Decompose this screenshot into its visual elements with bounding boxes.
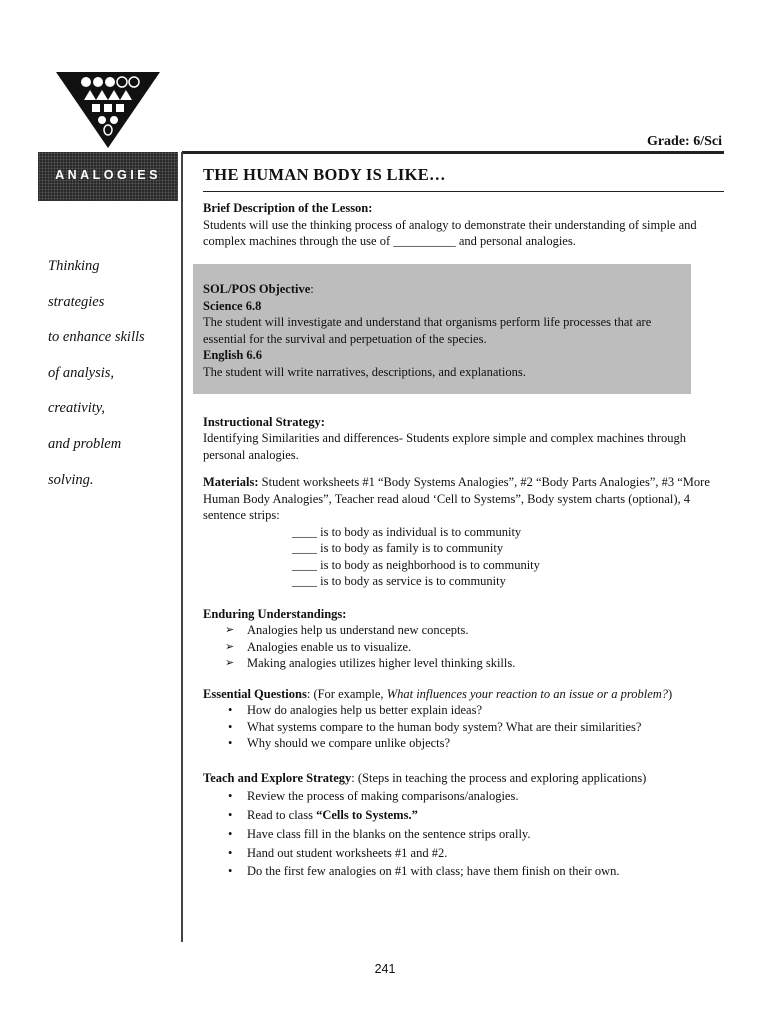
- materials-section: [203, 474, 723, 590]
- read-aloud-title: “Cells to Systems.”: [316, 808, 418, 823]
- arrow-bullet-icon: ➢: [225, 657, 235, 669]
- sidebar-tagline: [48, 258, 178, 507]
- tagline-line: to enhance skills: [48, 329, 145, 346]
- analogies-banner: [38, 152, 178, 201]
- teach-heading: Teach and Explore Strategy: [203, 770, 352, 785]
- lesson-content: [203, 200, 723, 881]
- english-label: English 6.6: [203, 348, 263, 362]
- essential-example: What influences your reaction to an issue or a problem?: [386, 686, 669, 701]
- brief-text: Students will use the thinking process of analogy to demonstrate their understanding of simple and complex machines through the use of __________ and personal analogies.: [203, 217, 697, 248]
- materials-text: Student worksheets #1 “Body Systems Analogies”, #2 “Body Parts Analogies”, #3 “More Human Body Analogies”, Teacher read aloud ‘Cell to Systems”, Body system charts (optional), 4 sentence strips:: [203, 475, 710, 522]
- science-text: The student will investigate and understand that organisms perform life processes that are essential for the survival and perpetuation of the species.: [203, 315, 652, 346]
- essential-heading: Essential Questions: [203, 686, 307, 701]
- english-text: The student will write narratives, descriptions, and explanations.: [203, 364, 526, 379]
- bullet-icon: •: [228, 864, 233, 879]
- arrow-bullet-icon: ➢: [225, 624, 235, 636]
- list-item: • Hand out student worksheets #1 and #2.: [203, 844, 723, 863]
- tagline-line: of analysis,: [48, 364, 115, 381]
- bullet-icon: •: [228, 703, 233, 717]
- arrow-bullet-icon: ➢: [225, 640, 235, 653]
- brief-heading: Brief Description of the Lesson:: [203, 201, 373, 215]
- sentence-strip: ____ is to body as individual is to community: [292, 524, 522, 539]
- materials-label: Materials:: [203, 475, 259, 489]
- list-item: • What systems compare to the human body system? What are their similarities?: [228, 719, 642, 734]
- list-item: ➢ Analogies enable us to visualize.: [225, 639, 412, 654]
- list-item: • Read to class “Cells to Systems.”: [203, 806, 723, 825]
- page-title: THE HUMAN BODY IS LIKE…: [203, 165, 446, 184]
- list-item: • Have class fill in the blanks on the sentence strips orally.: [203, 825, 723, 844]
- top-rule: [182, 151, 724, 154]
- sol-colon: :: [310, 282, 314, 296]
- bullet-icon: •: [228, 719, 233, 734]
- tagline-line: solving.: [48, 471, 94, 488]
- banner-text: ANALOGIES: [55, 168, 161, 182]
- bullet-icon: •: [228, 808, 233, 823]
- list-item: • Why should we compare unlike objects?: [228, 736, 451, 750]
- enduring-heading: Enduring Understandings:: [203, 606, 347, 621]
- tagline-line: Thinking: [48, 258, 100, 274]
- sol-heading: SOL/POS Objective: [203, 282, 311, 296]
- list-item: • How do analogies help us better explain ideas?: [228, 703, 482, 717]
- essential-section: Essential Questions: (For example, What influences your reaction to an issue or a problem?) • How do analogies help us better explain ideas? • What systems compare to the human body system? What are their similarities? • Why should we compare unlike objects?: [203, 686, 723, 752]
- list-item: ➢ Making analogies utilizes higher level thinking skills.: [225, 656, 516, 670]
- list-item: • Review the process of making comparisons/analogies.: [203, 787, 723, 806]
- science-label: Science 6.8: [203, 298, 262, 313]
- analogies-logo: [56, 72, 160, 148]
- bullet-icon: •: [228, 845, 233, 860]
- bullet-icon: •: [228, 826, 233, 841]
- instructional-text: Identifying Similarities and differences- Students explore simple and complex machines through personal analogies.: [203, 431, 686, 462]
- tagline-line: creativity,: [48, 400, 106, 417]
- vertical-divider: [181, 152, 183, 942]
- sentence-strip: ____ is to body as service is to community: [292, 574, 506, 588]
- list-item: • Do the first few analogies on #1 with class; have them finish on their own.: [203, 862, 723, 881]
- tagline-line: and problem: [48, 435, 122, 452]
- grade-label: Grade: 6/Sci: [646, 134, 722, 149]
- teach-section: Teach and Explore Strategy: (Steps in teaching the process and exploring applications) • Review the process of making comparisons/analogies. • Read to class “Cells to Systems.” • Have class fill in the blanks on the sentence strips orally. • Hand out student worksheets #1 and #2. • Do the first few analogies on #1 with class; have them finish on their own.: [203, 769, 723, 882]
- sentence-strip: ____ is to body as family is to community: [292, 541, 504, 555]
- enduring-section: [203, 606, 723, 672]
- bullet-icon: •: [228, 789, 233, 804]
- sentence-strip: ____ is to body as neighborhood is to community: [292, 557, 540, 572]
- instructional-heading: Instructional Strategy:: [203, 414, 325, 429]
- page-number: 241: [374, 962, 396, 976]
- bullet-icon: •: [228, 736, 233, 750]
- tagline-line: strategies: [48, 293, 105, 310]
- list-item: ➢ Analogies help us understand new concepts.: [225, 623, 469, 637]
- title-rule: [203, 191, 724, 192]
- brief-section: [203, 200, 723, 250]
- instructional-section: [203, 414, 723, 464]
